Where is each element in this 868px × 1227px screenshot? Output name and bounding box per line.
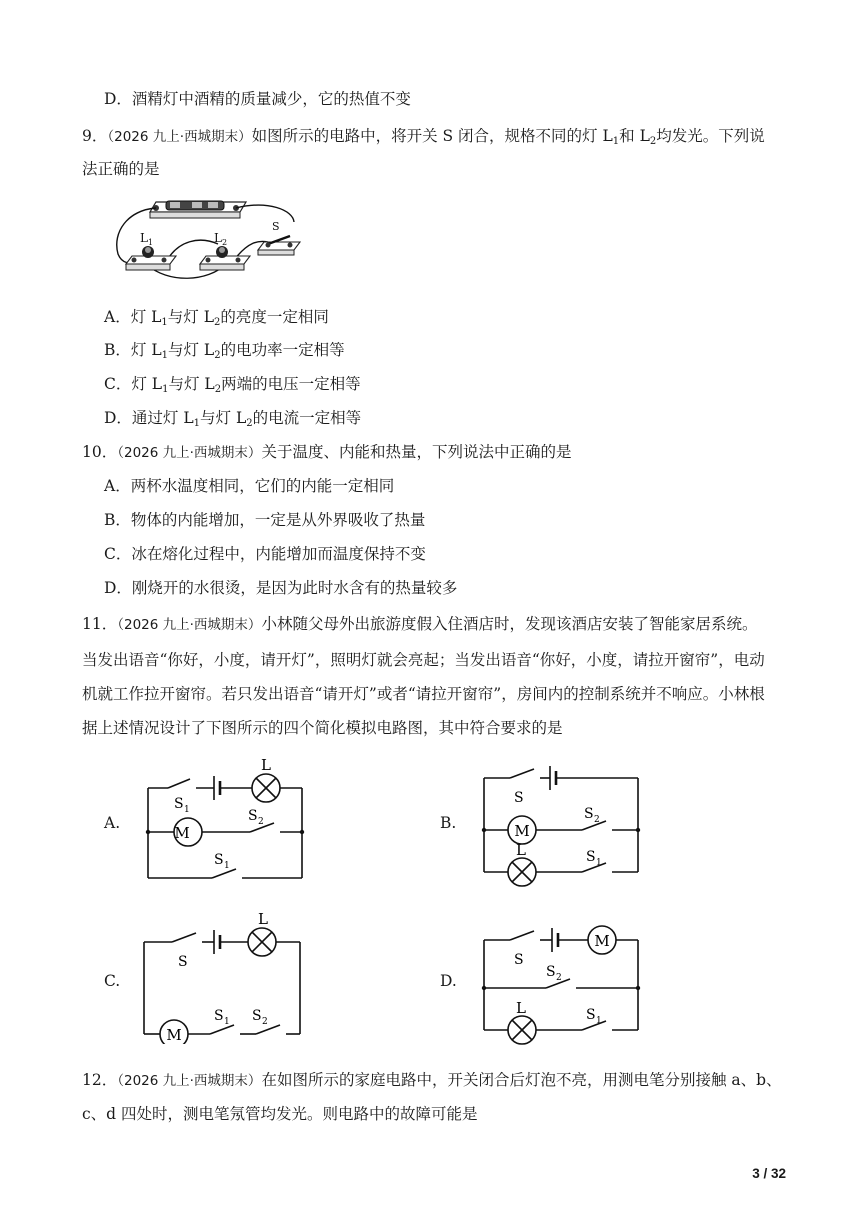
- q9-option-b[interactable]: B．灯 $L_1$与灯 $L_2$的电功率一定相等: [104, 341, 345, 361]
- svg-text:S: S: [252, 1008, 262, 1024]
- q11-label-c[interactable]: C.: [104, 972, 121, 990]
- svg-text:S: S: [584, 806, 594, 822]
- q10-option-a[interactable]: A．两杯水温度相同，它们的内能一定相同: [104, 477, 395, 495]
- motor-icon: M: [166, 1026, 182, 1044]
- q10-option-b[interactable]: B．物体的内能增加，一定是从外界吸收了热量: [104, 511, 426, 529]
- q10-number: 10．: [82, 443, 118, 461]
- q9-stem-text2: 和 L: [619, 127, 650, 145]
- svg-text:S: S: [514, 790, 524, 806]
- page-number: 3 / 32: [752, 1166, 786, 1181]
- motor-icon: M: [514, 822, 530, 840]
- q11-circuit-d: [476, 916, 646, 1048]
- q9-option-d[interactable]: D．通过灯 $L_1$与灯 $L_2$的电流一定相等: [104, 409, 362, 429]
- svg-text:S: S: [586, 1007, 596, 1023]
- q9-option-c[interactable]: C．灯 $L_1$与灯 $L_2$两端的电压一定相等: [104, 375, 361, 395]
- svg-text:1: 1: [184, 805, 190, 815]
- q12-stem-line2: c、d 四处时，测电笔氖管均发光。则电路中的故障可能是: [82, 1105, 478, 1123]
- q11-stem-line2: 当发出语音“你好，小度，请开灯”，照明灯就会亮起；当发出语音“你好，小度，请拉开窗帘”，电动: [82, 651, 765, 669]
- svg-text:2: 2: [262, 1017, 268, 1027]
- q10-stem: [82, 441, 571, 464]
- lamp-label: L: [516, 999, 526, 1017]
- svg-text:S: S: [248, 808, 258, 824]
- svg-text:1: 1: [224, 861, 230, 871]
- q11-circuit-a: [140, 752, 310, 884]
- svg-text:S: S: [546, 964, 556, 980]
- q8-option-d: D．酒精灯中酒精的质量减少，它的热值不变: [104, 90, 411, 108]
- svg-text:2: 2: [556, 973, 562, 983]
- q9-sub2: 2: [649, 136, 657, 147]
- q10-option-d[interactable]: D．刚烧开的水很烫，是因为此时水含有的热量较多: [104, 579, 458, 597]
- q9-fig-l2-sub: 2: [222, 238, 228, 247]
- q11-label-d[interactable]: D.: [440, 972, 457, 990]
- q11-circuit-c: [136, 908, 308, 1044]
- q11-number: 11．: [82, 615, 118, 633]
- q9-stem-text: 如图所示的电路中，将开关 S 闭合，规格不同的灯 L: [251, 127, 613, 145]
- lamp-label: L: [516, 841, 526, 859]
- q12-number: 12．: [82, 1071, 118, 1089]
- svg-text:S: S: [586, 849, 596, 865]
- q11-stem-line4: 据上述情况设计了下图所示的四个简化模拟电路图，其中符合要求的是: [82, 719, 563, 737]
- svg-text:2: 2: [258, 817, 264, 827]
- q9-sub1: 1: [612, 136, 620, 147]
- q11-stem-text1: 小林随父母外出旅游度假入住酒店时，发现该酒店安装了智能家居系统。: [261, 615, 758, 633]
- q10-source: （2026 九上·西城期末）: [117, 445, 262, 461]
- q10-option-c[interactable]: C．冰在熔化过程中，内能增加而温度保持不变: [104, 545, 426, 563]
- motor-icon: M: [594, 932, 610, 950]
- svg-text:S: S: [214, 852, 224, 868]
- svg-text:S: S: [214, 1008, 224, 1024]
- q9-fig-l1-label: L: [140, 231, 148, 245]
- q9-circuit-figure: [108, 192, 318, 284]
- q11-circuit-b: [476, 762, 646, 894]
- motor-icon: M: [174, 824, 190, 842]
- q9-stem-text3: 均发光。下列说: [656, 127, 765, 145]
- q9-option-a[interactable]: A．灯 $L_1$与灯 $L_2$的亮度一定相同: [104, 308, 329, 328]
- q12-stem-line1: [82, 1069, 782, 1092]
- q12-source: （2026 九上·西城期末）: [117, 1073, 262, 1089]
- svg-text:S: S: [514, 952, 524, 968]
- lamp-label: L: [258, 910, 268, 928]
- q11-source: （2026 九上·西城期末）: [117, 617, 262, 633]
- q9-stem-line2: 法正确的是: [82, 160, 160, 178]
- q9-source: （2026 九上·西城期末）: [107, 129, 252, 145]
- q9-stem-line1: [82, 125, 765, 153]
- q11-label-b[interactable]: B.: [440, 814, 457, 832]
- q9-fig-l1-sub: 1: [148, 238, 154, 247]
- lamp-label: L: [261, 756, 271, 774]
- svg-text:S: S: [174, 796, 184, 812]
- svg-text:S: S: [178, 954, 188, 970]
- q11-stem-line1: [82, 613, 757, 636]
- q10-stem-text: 关于温度、内能和热量，下列说法中正确的是: [261, 443, 572, 461]
- svg-text:2: 2: [594, 815, 600, 825]
- svg-text:1: 1: [596, 1016, 602, 1026]
- svg-text:1: 1: [224, 1017, 230, 1027]
- q11-stem-line3: 机就工作拉开窗帘。若只发出语音“请开灯”或者“请拉开窗帘”，房间内的控制系统并不响应。小林根: [82, 685, 765, 703]
- svg-text:1: 1: [596, 858, 602, 868]
- q9-number: 9．: [82, 127, 108, 145]
- q11-label-a[interactable]: A.: [104, 814, 121, 832]
- q9-fig-l2-label: L: [214, 231, 222, 245]
- q12-stem-text1: 在如图所示的家庭电路中，开关闭合后灯泡不亮，用测电笔分别接触 a、b、: [261, 1071, 782, 1089]
- q9-fig-s-label: S: [272, 220, 280, 233]
